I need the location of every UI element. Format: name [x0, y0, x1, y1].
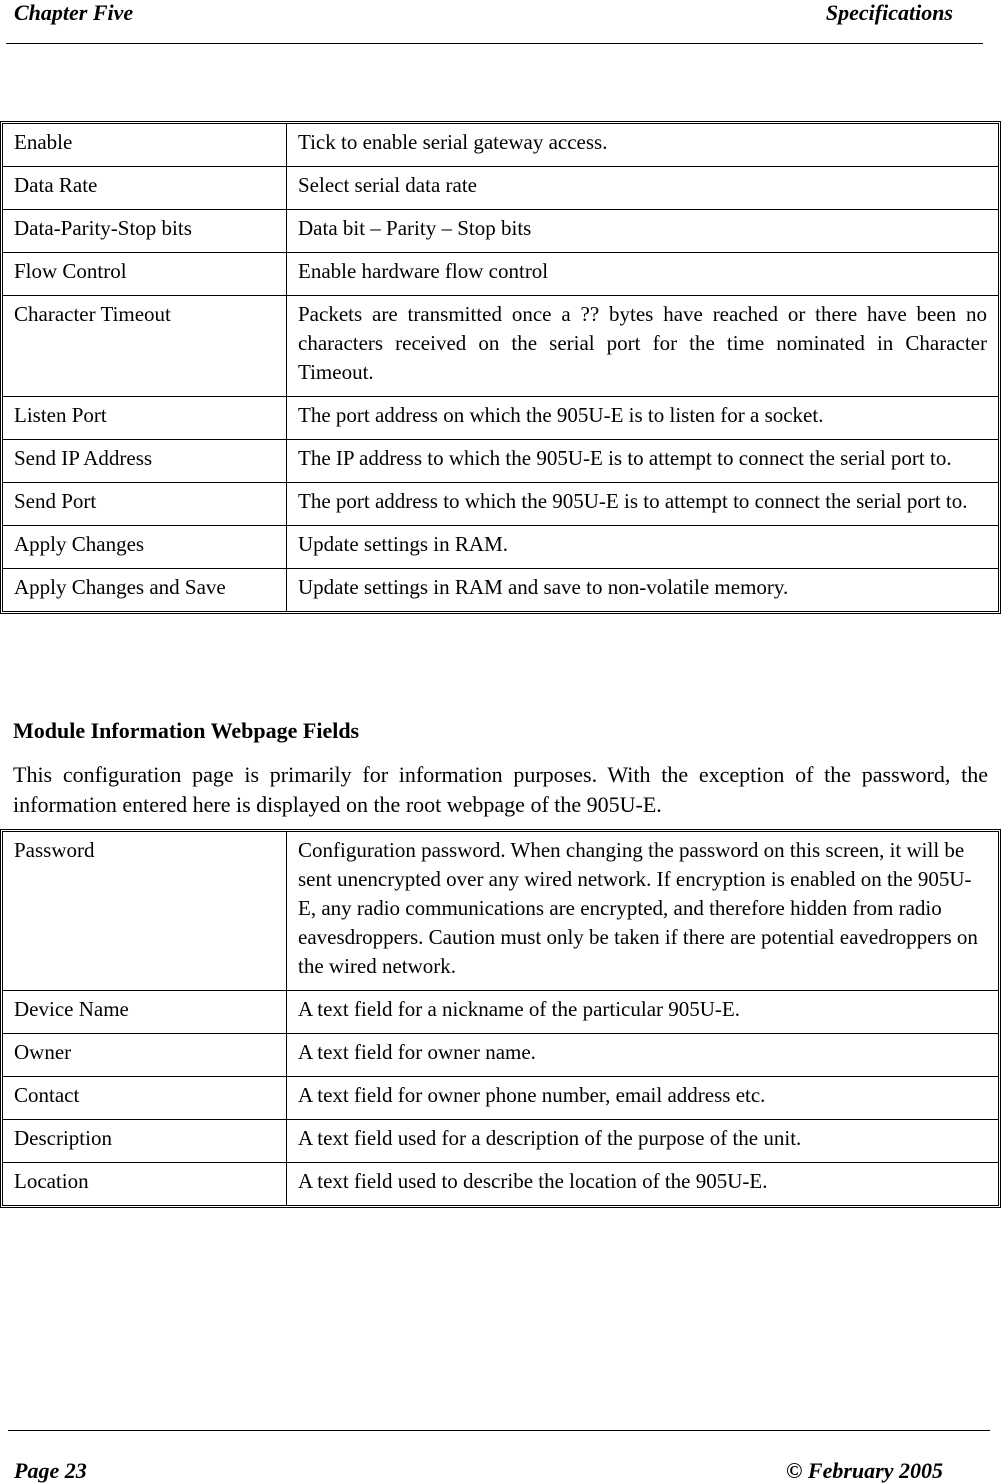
table-row [3, 832, 998, 991]
header-chapter: Chapter Five [14, 0, 134, 25]
field-description: A text field used to describe the location of the 905U-E. [298, 1169, 768, 1193]
table-row [3, 296, 998, 397]
section-intro: This configuration page is primarily for information purposes. With the exception of the password, the information entered here is displayed on the root webpage of the 905U-E. [13, 762, 988, 817]
field-name: Apply Changes [3, 526, 287, 569]
table-row [3, 440, 998, 483]
field-description: A text field for a nickname of the particular 905U-E. [287, 991, 998, 1034]
field-description: The port address to which the 905U-E is to attempt to connect the serial port to. [287, 483, 998, 526]
field-name: Listen Port [3, 397, 287, 440]
field-description: Update settings in RAM and save to non-volatile memory. [298, 575, 789, 599]
field-description: Configuration password. When changing the password on this screen, it will be sent unencrypted over any wired network. If encryption is enabled on the 905U-E, any radio communications are encrypted, and therefore hidden from radio eavesdroppers. Caution must only be taken if there are potential eavedroppers on the wired network. [287, 832, 998, 991]
section-title: Module Information Webpage Fields [13, 718, 360, 743]
table-row [3, 483, 998, 526]
table-row [3, 1120, 998, 1163]
table-row [3, 210, 998, 253]
field-name: Password [3, 832, 287, 991]
field-description: Tick to enable serial gateway access. [287, 124, 998, 167]
footer-date: © February 2005 [786, 1458, 943, 1483]
field-description: Enable hardware flow control [287, 253, 998, 296]
field-description: The IP address to which the 905U-E is to attempt to connect the serial port to. [287, 440, 998, 483]
field-name: Description [3, 1120, 287, 1163]
field-name: Device Name [3, 991, 287, 1034]
field-name: Apply Changes and Save [3, 569, 287, 611]
field-description: Packets are transmitted once a ?? bytes have reached or there have been no characters received on the serial port for the time nominated in Character Timeout. [287, 296, 998, 397]
table-row [3, 1034, 998, 1077]
table-row [3, 1163, 998, 1205]
field-description: The port address on which the 905U-E is to listen for a socket. [287, 397, 998, 440]
table-row [3, 526, 998, 569]
footer-page-number: Page 23 [14, 1458, 87, 1483]
field-name: Location [3, 1163, 287, 1205]
field-description: A text field used for a description of the purpose of the unit. [287, 1120, 998, 1163]
field-description: A text field for owner name. [287, 1034, 998, 1077]
field-description: A text field for owner phone number, email address etc. [287, 1077, 998, 1120]
field-name: Owner [3, 1034, 287, 1077]
field-name: Contact [3, 1077, 287, 1120]
module-info-table [0, 829, 1001, 1208]
field-name: Send Port [3, 483, 287, 526]
table-row [3, 569, 998, 611]
header-section: Specifications [825, 0, 953, 25]
table-row [3, 1077, 998, 1120]
header-rule [6, 43, 983, 44]
field-description: Select serial data rate [287, 167, 998, 210]
field-description: Update settings in RAM. [287, 526, 998, 569]
serial-gateway-table [0, 121, 1001, 614]
field-name: Send IP Address [3, 440, 287, 483]
table-row [3, 167, 998, 210]
table-row [3, 991, 998, 1034]
field-description: Data bit – Parity – Stop bits [287, 210, 998, 253]
field-name: Enable [3, 124, 287, 167]
table-row [3, 253, 998, 296]
field-name: Data Rate [3, 167, 287, 210]
field-name: Character Timeout [3, 296, 287, 397]
table-row [3, 397, 998, 440]
footer-rule [8, 1430, 990, 1431]
field-name: Data-Parity-Stop bits [3, 210, 287, 253]
table-row [3, 124, 998, 167]
field-name: Flow Control [3, 253, 287, 296]
